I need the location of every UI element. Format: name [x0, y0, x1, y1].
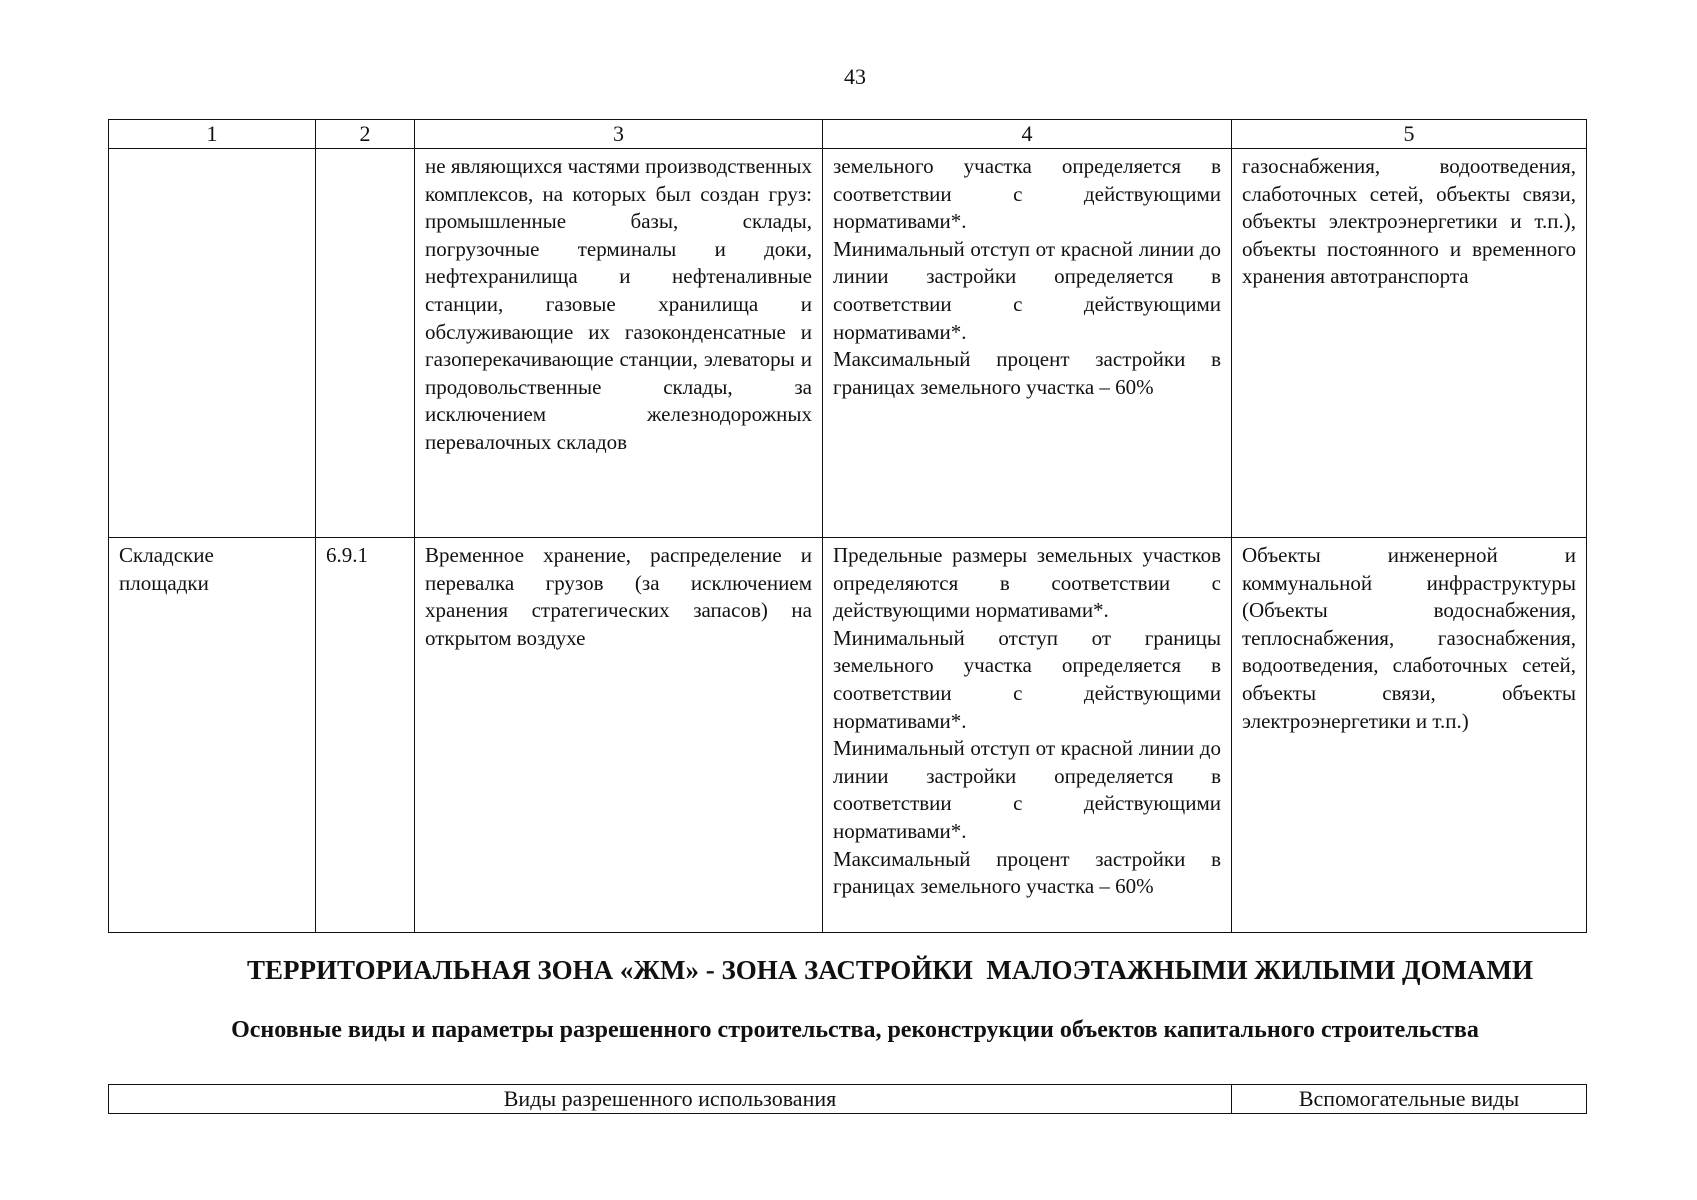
table-row — [109, 538, 1587, 933]
column-header: 2 — [316, 120, 415, 149]
parameters-cell: земельного участка определяется в соответствии с действующими нормативами*. Минимальный отступ от красной линии до линии застройки определяется в соответствии с действующими нормативами*. Максимальный процент застройки в границах земельного участка – 60% — [823, 149, 1232, 538]
column-header: 3 — [415, 120, 823, 149]
column-header: Виды разрешенного использования — [109, 1085, 1232, 1114]
use-description-cell: Временное хранение, распределение и перевалка грузов (за исключением хранения стратегических запасов) на открытом воздухе — [415, 538, 823, 933]
use-name-cell — [109, 149, 316, 538]
table-header-row — [109, 1085, 1587, 1114]
table-header-row — [109, 120, 1587, 149]
parameters-cell: Предельные размеры земельных участков определяются в соответствии с действующими нормативами*. Минимальный отступ от границы земельного участка определяется в соответствии с действующими нормативами*. Минимальный отступ от красной линии до линии застройки определяется в соответствии с действующими нормативами*. Максимальный процент застройки в границах земельного участка – 60% — [823, 538, 1232, 933]
zone-uses-table-header — [108, 1084, 1587, 1114]
permitted-use-table — [108, 119, 1587, 933]
auxiliary-uses-cell: газоснабжения, водоотведения, слаботочных сетей, объекты связи, объекты электроэнергетики и т.п.), объекты постоянного и временного хранения автотранспорта — [1232, 149, 1587, 538]
column-header: 1 — [109, 120, 316, 149]
use-description-cell: не являющихся частями производственных комплексов, на которых был создан груз: промышленные базы, склады, погрузочные терминалы и доки, нефтехранилища и нефтеналивные станции, газовые хранилища и обслуживающие их газоконденсатные и газоперекачивающие станции, элеваторы и продовольственные склады, за исключением железнодорожных перевалочных складов — [415, 149, 823, 538]
use-name-cell: Складские площадки — [109, 538, 316, 933]
use-code-cell — [316, 149, 415, 538]
column-header: 4 — [823, 120, 1232, 149]
auxiliary-uses-cell: Объекты инженерной и коммунальной инфраструктуры (Объекты водоснабжения, теплоснабжения, газоснабжения, водоотведения, слаботочных сетей, объекты связи, объекты электроэнергетики и т.п.) — [1232, 538, 1587, 933]
use-code-cell: 6.9.1 — [316, 538, 415, 933]
page-number: 43 — [844, 64, 866, 89]
zone-title: ТЕРРИТОРИАЛЬНАЯ ЗОНА «ЖМ» - ЗОНА ЗАСТРОЙКИ МАЛОЭТАЖНЫМИ ЖИЛЫМИ ДОМАМИ — [246, 955, 1533, 985]
section-subtitle: Основные виды и параметры разрешенного строительства, реконструкции объектов капитального строительства — [231, 1017, 1479, 1043]
column-header: Вспомогательные виды — [1232, 1085, 1587, 1114]
table-row — [109, 149, 1587, 538]
column-header: 5 — [1232, 120, 1587, 149]
